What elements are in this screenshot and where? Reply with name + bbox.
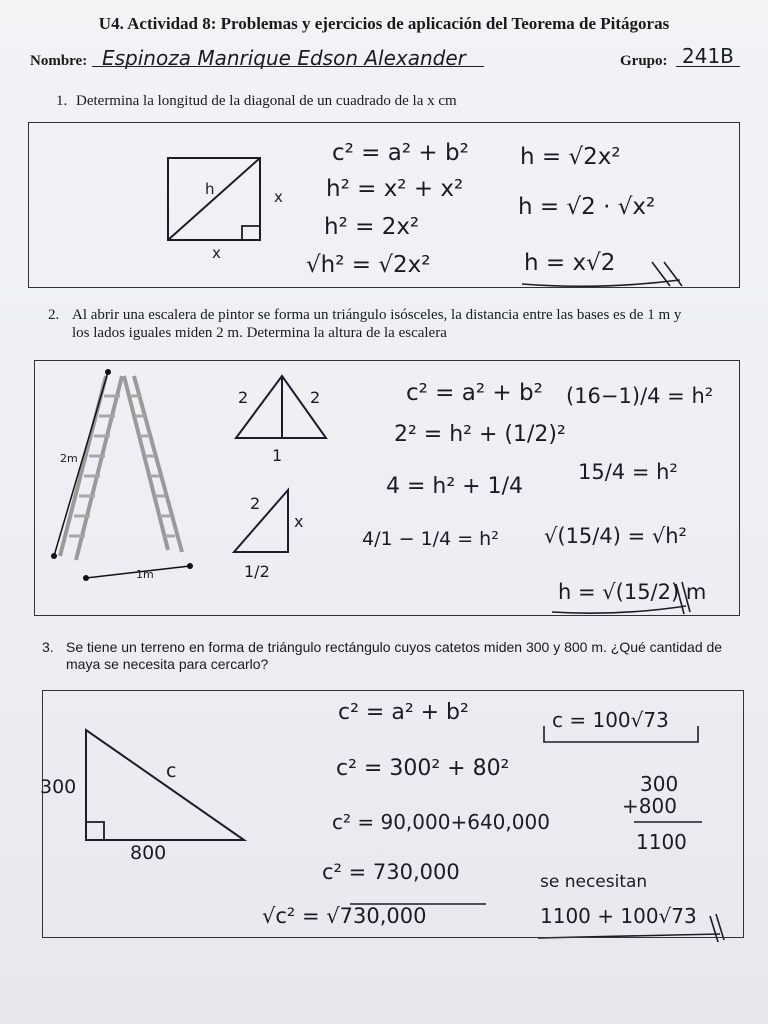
group-value: 241B [682, 44, 734, 68]
page-title: U4. Actividad 8: Problemas y ejercicios de aplicación del Teorema de Pitágoras [98, 14, 670, 33]
problem1-number: 1. [56, 93, 68, 109]
tri1-base: 1 [272, 446, 283, 465]
p2-answer: h = √(15/2) m [558, 580, 707, 604]
square-right-angle [242, 226, 260, 240]
p3-conclusion-label: se necesitan [540, 872, 648, 892]
p3-sum-total: 1100 [636, 830, 687, 854]
tri1-right: 2 [310, 388, 321, 407]
p2-work-right: √(15/4) = √h² [544, 524, 687, 548]
p1-answer: h = x√2 [524, 250, 616, 276]
p1-label-h: h [205, 180, 215, 198]
p3-sum-line: +800 [622, 794, 677, 818]
p2-work-right: (16−1)/4 = h² [566, 384, 714, 408]
problem2-text: los lados iguales miden 2 m. Determina la altura de la escalera [72, 325, 447, 341]
p3-work-line: c² = 300² + 80² [336, 756, 510, 781]
p2-work-line: 4 = h² + 1/4 [386, 474, 524, 499]
student-name: Espinoza Manrique Edson Alexander [102, 46, 466, 70]
p3-work-line: c² = 90,000+640,000 [332, 810, 550, 834]
p3-answer-box: c = 100√73 [552, 708, 669, 732]
group-label: Grupo: [620, 53, 668, 69]
p1-answer-underline [522, 280, 680, 286]
p2-work-line: 2² = h² + (1/2)² [394, 422, 566, 447]
p1-label-bottom: x [212, 244, 221, 262]
p3-work-line: c² = 730,000 [322, 860, 460, 884]
ladder-base-label: 1m [136, 568, 154, 581]
ladder-side-label: 2m [60, 452, 78, 465]
p3-label-hyp: c [166, 760, 177, 782]
p2-work-right: 15/4 = h² [578, 460, 678, 484]
problem2-text: Al abrir una escalera de pintor se forma un triángulo isósceles, la distancia entre las bases es de 1 m y [72, 307, 682, 323]
p1-work-line: h² = x² + x² [326, 176, 464, 202]
p1-work-line: h² = 2x² [324, 214, 420, 240]
p3-work-line: √c² = √730,000 [262, 904, 427, 928]
problem1-text: Determina la longitud de la diagonal de un cuadrado de la x cm [76, 93, 457, 109]
p1-work-line: √h² = √2x² [306, 252, 431, 278]
p3-label-bottom: 800 [130, 842, 167, 864]
p3-sum-line: 300 [640, 772, 679, 796]
p1-label-right: x [274, 188, 283, 206]
square-diagonal [168, 158, 260, 240]
name-label: Nombre: [30, 53, 88, 69]
tri2-hyp: 2 [250, 494, 261, 513]
tri1-left: 2 [238, 388, 249, 407]
p2-work-line: c² = a² + b² [406, 380, 543, 406]
p1-work-right: h = √2x² [520, 144, 621, 170]
problem3-number: 3. [42, 639, 54, 655]
problem3-text: maya se necesita para cercarlo? [66, 656, 269, 672]
tri2-base: 1/2 [244, 562, 270, 581]
p1-work-right: h = √2 · √x² [518, 194, 656, 220]
p3-conclusion: 1100 + 100√73 [540, 904, 697, 928]
p3-work-line: c² = a² + b² [338, 700, 469, 725]
problem2-number: 2. [48, 307, 60, 323]
p3-label-left: 300 [40, 776, 77, 798]
p2-work-line: 4/1 − 1/4 = h² [362, 528, 499, 550]
p1-work-line: c² = a² + b² [332, 140, 469, 166]
problem3-text: Se tiene un terreno en forma de triángulo rectángulo cuyos catetos miden 300 y 800 m. ¿Qué cantidad de [66, 639, 723, 655]
tri2-leg: x [294, 512, 304, 531]
